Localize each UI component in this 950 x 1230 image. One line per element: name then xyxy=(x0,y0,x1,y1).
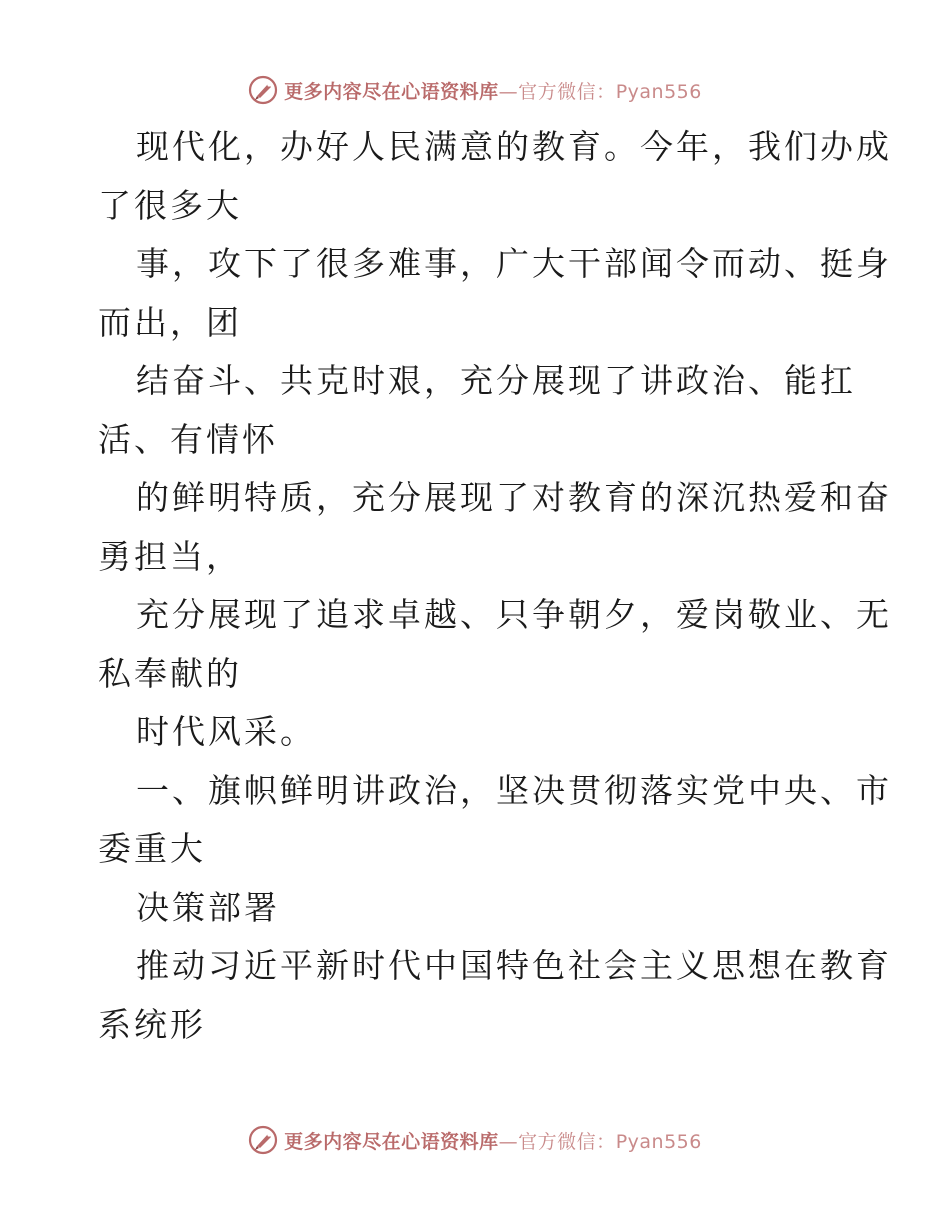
pen-logo-icon xyxy=(248,75,278,105)
text-line: 而出，团 xyxy=(98,302,242,342)
banner-text xyxy=(284,1127,702,1154)
banner-wechat-id: Pyan556 xyxy=(615,1130,702,1153)
banner-main-text: 更多内容尽在心语资料库 xyxy=(284,1130,499,1153)
text-line: 充分展现了追求卓越、只争朝夕，爱岗敬业、无 xyxy=(136,595,892,634)
banner-main-text: 更多内容尽在心语资料库 xyxy=(284,80,499,103)
banner-dash: — xyxy=(498,1130,519,1153)
header-watermark-banner xyxy=(0,70,950,110)
text-line: 现代化，办好人民满意的教育。今年，我们办成 xyxy=(136,127,892,166)
pen-logo-icon xyxy=(248,1125,278,1155)
text-line: 活、有情怀 xyxy=(98,419,278,459)
text-line: 结奋斗、共克时艰，充分展现了讲政治、能扛 xyxy=(136,361,856,400)
text-line: 推动习近平新时代中国特色社会主义思想在教育 xyxy=(136,946,892,985)
banner-dash: — xyxy=(498,80,519,103)
text-line: 私奉献的 xyxy=(98,653,242,693)
text-line: 事，攻下了很多难事，广大干部闻令而动、挺身 xyxy=(136,244,892,283)
banner-wechat-label: 官方微信： xyxy=(518,80,616,103)
text-line: 勇担当， xyxy=(98,536,242,576)
banner-wechat-id: Pyan556 xyxy=(615,80,702,103)
footer-watermark-banner xyxy=(0,1120,950,1160)
document-body xyxy=(98,118,892,1054)
text-line: 了很多大 xyxy=(98,185,242,225)
text-line: 的鲜明特质，充分展现了对教育的深沉热爱和奋 xyxy=(136,478,892,517)
text-line: 一、旗帜鲜明讲政治，坚决贯彻落实党中央、市 xyxy=(136,770,892,810)
text-line: 系统形 xyxy=(98,1004,206,1044)
banner-text xyxy=(284,77,702,104)
banner-wechat-label: 官方微信： xyxy=(518,1130,616,1153)
text-line: 委重大 xyxy=(98,829,206,868)
text-line: 决策部署 xyxy=(136,887,280,927)
text-line: 时代风采。 xyxy=(136,712,316,751)
